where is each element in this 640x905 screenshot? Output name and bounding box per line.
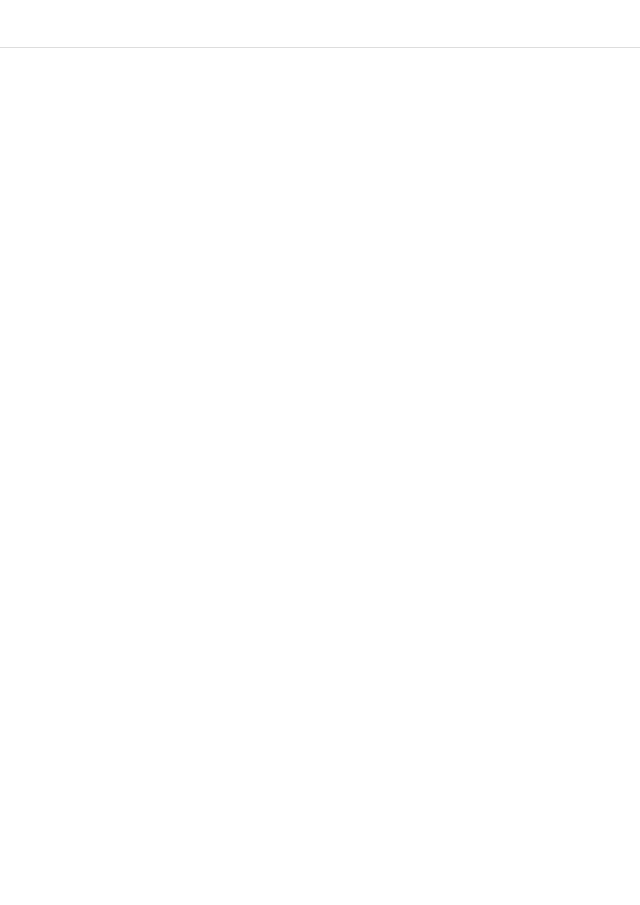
main-content [0,48,640,905]
header [0,0,640,48]
